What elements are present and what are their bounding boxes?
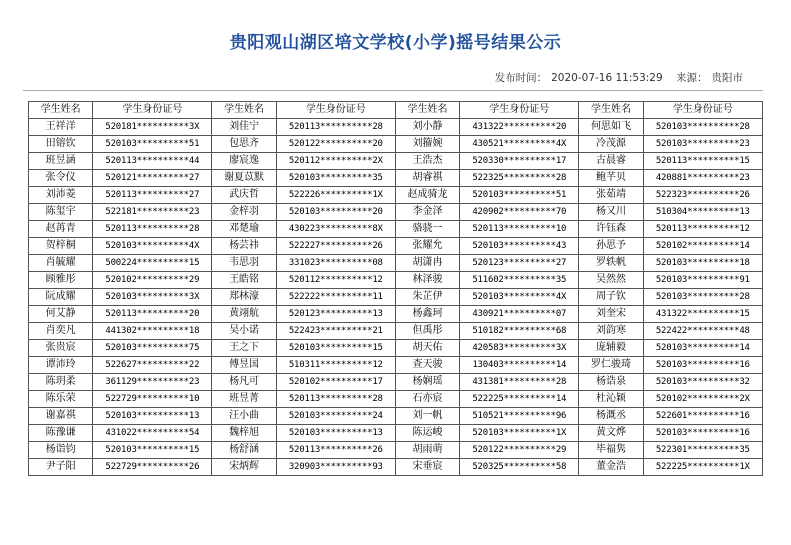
student-name-cell: 孙思予 [579, 238, 643, 255]
table-row [29, 136, 763, 153]
student-id-cell: 520102**********29 [93, 272, 212, 289]
student-id-cell: 431022**********54 [93, 425, 212, 442]
student-id-cell: 520103**********16 [643, 425, 762, 442]
student-id-cell: 522301**********35 [643, 442, 762, 459]
table-row [29, 425, 763, 442]
student-name-cell: 毕福隽 [579, 442, 643, 459]
student-name-cell: 郑林濠 [212, 289, 276, 306]
student-name-cell: 顾雅彤 [29, 272, 93, 289]
student-id-cell: 520121**********27 [93, 170, 212, 187]
student-id-cell: 510311**********12 [276, 357, 395, 374]
student-name-cell: 宋垂宸 [395, 459, 459, 476]
student-id-cell: 520113**********28 [276, 119, 395, 136]
student-id-cell: 520103**********32 [643, 374, 762, 391]
student-id-cell: 511602**********35 [460, 272, 579, 289]
student-id-cell: 520113**********44 [93, 153, 212, 170]
student-name-cell: 杨舒涵 [212, 442, 276, 459]
student-id-cell: 520103**********15 [276, 340, 395, 357]
student-name-cell: 庞辅毅 [579, 340, 643, 357]
student-name-cell: 杨又川 [579, 204, 643, 221]
header-student-name: 学生姓名 [579, 102, 643, 119]
student-id-cell: 520113**********26 [276, 442, 395, 459]
student-id-cell: 522323**********26 [643, 187, 762, 204]
student-name-cell: 胡雨萌 [395, 442, 459, 459]
student-name-cell: 陈豫谦 [29, 425, 93, 442]
table-row [29, 119, 763, 136]
student-id-cell: 441302**********18 [93, 323, 212, 340]
student-id-cell: 522222**********11 [276, 289, 395, 306]
student-name-cell: 陈乐荣 [29, 391, 93, 408]
student-name-cell: 黄翊航 [212, 306, 276, 323]
student-id-cell: 520103**********51 [460, 187, 579, 204]
student-id-cell: 520103**********15 [93, 442, 212, 459]
student-id-cell: 520103**********13 [276, 425, 395, 442]
student-name-cell: 刘一帆 [395, 408, 459, 425]
student-name-cell: 朱芷伊 [395, 289, 459, 306]
student-id-cell: 520103**********24 [276, 408, 395, 425]
student-id-cell: 522627**********22 [93, 357, 212, 374]
student-name-cell: 王皓铭 [212, 272, 276, 289]
student-id-cell: 520103**********4X [460, 289, 579, 306]
student-name-cell: 罗轶帆 [579, 255, 643, 272]
student-name-cell: 杨诰泉 [579, 374, 643, 391]
student-name-cell: 魏梓旭 [212, 425, 276, 442]
student-id-cell: 522225**********1X [643, 459, 762, 476]
student-id-cell: 522325**********28 [460, 170, 579, 187]
student-name-cell: 田镕钦 [29, 136, 93, 153]
student-id-cell: 520113**********15 [643, 153, 762, 170]
student-name-cell: 刘沛菱 [29, 187, 93, 204]
student-name-cell: 罗仁骏琦 [579, 357, 643, 374]
student-id-cell: 430521**********4X [460, 136, 579, 153]
student-name-cell: 杨芸祎 [212, 238, 276, 255]
student-id-cell: 320903**********93 [276, 459, 395, 476]
student-id-cell: 520123**********13 [276, 306, 395, 323]
student-name-cell: 谢夏苡默 [212, 170, 276, 187]
student-id-cell: 520113**********12 [643, 221, 762, 238]
student-name-cell: 李金泽 [395, 204, 459, 221]
student-name-cell: 胡天佑 [395, 340, 459, 357]
student-id-cell: 520103**********14 [643, 340, 762, 357]
student-id-cell: 510304**********13 [643, 204, 762, 221]
student-name-cell: 班昱涵 [29, 153, 93, 170]
student-name-cell: 杨凡可 [212, 374, 276, 391]
table-row [29, 374, 763, 391]
student-id-cell: 520113**********28 [276, 391, 395, 408]
header-student-name: 学生姓名 [212, 102, 276, 119]
student-id-cell: 522601**********16 [643, 408, 762, 425]
header-student-id: 学生身份证号 [460, 102, 579, 119]
header-student-id: 学生身份证号 [276, 102, 395, 119]
student-id-cell: 520122**********20 [276, 136, 395, 153]
student-id-cell: 520103**********75 [93, 340, 212, 357]
student-id-cell: 431322**********15 [643, 306, 762, 323]
student-name-cell: 杜沁颖 [579, 391, 643, 408]
student-id-cell: 522729**********26 [93, 459, 212, 476]
student-name-cell: 傅昱国 [212, 357, 276, 374]
student-name-cell: 吴小诺 [212, 323, 276, 340]
student-id-cell: 520103**********16 [643, 357, 762, 374]
published-time: 2020-07-16 11:53:29 [551, 72, 663, 84]
student-id-cell: 522422**********48 [643, 323, 762, 340]
student-name-cell: 阮成耀 [29, 289, 93, 306]
table-row [29, 459, 763, 476]
student-name-cell: 吴然然 [579, 272, 643, 289]
student-name-cell: 陈玺宇 [29, 204, 93, 221]
student-name-cell: 赵成骑龙 [395, 187, 459, 204]
student-name-cell: 廖宸逸 [212, 153, 276, 170]
student-name-cell: 肖毓耀 [29, 255, 93, 272]
table-row [29, 187, 763, 204]
student-name-cell: 刘小静 [395, 119, 459, 136]
student-name-cell: 但禹彤 [395, 323, 459, 340]
table-row [29, 204, 763, 221]
student-name-cell: 贺梓桐 [29, 238, 93, 255]
student-id-cell: 520102**********2X [643, 391, 762, 408]
table-row [29, 221, 763, 238]
header-student-name: 学生姓名 [29, 102, 93, 119]
student-id-cell: 520113**********28 [93, 221, 212, 238]
table-row [29, 289, 763, 306]
lottery-results-table [28, 101, 763, 476]
student-id-cell: 431381**********28 [460, 374, 579, 391]
student-name-cell: 黄文烨 [579, 425, 643, 442]
student-name-cell: 张耀允 [395, 238, 459, 255]
table-row [29, 238, 763, 255]
page-title: 贵阳观山湖区培文学校(小学)摇号结果公示 [229, 33, 562, 53]
student-name-cell: 武庆哲 [212, 187, 276, 204]
student-name-cell: 汪小曲 [212, 408, 276, 425]
student-name-cell: 骆骁一 [395, 221, 459, 238]
source-value[interactable]: 贵阳市 [711, 72, 743, 84]
student-name-cell: 肖奕凡 [29, 323, 93, 340]
student-name-cell: 何思如飞 [579, 119, 643, 136]
student-id-cell: 520122**********29 [460, 442, 579, 459]
student-name-cell: 赵苒青 [29, 221, 93, 238]
student-name-cell: 刘奎宋 [579, 306, 643, 323]
student-id-cell: 520112**********2X [276, 153, 395, 170]
header-student-id: 学生身份证号 [93, 102, 212, 119]
student-id-cell: 520330**********17 [460, 153, 579, 170]
student-id-cell: 510182**********68 [460, 323, 579, 340]
student-name-cell: 邓楚瑜 [212, 221, 276, 238]
student-id-cell: 520103**********35 [276, 170, 395, 187]
table-row [29, 272, 763, 289]
published-label: 发布时间： [494, 72, 548, 84]
table-header-row [29, 102, 763, 119]
table-row [29, 153, 763, 170]
table-row [29, 357, 763, 374]
student-name-cell: 许钰森 [579, 221, 643, 238]
student-name-cell: 张令仪 [29, 170, 93, 187]
student-name-cell: 冷茂源 [579, 136, 643, 153]
student-name-cell: 谭沛玲 [29, 357, 93, 374]
student-name-cell: 胡睿祺 [395, 170, 459, 187]
student-name-cell: 鲍芊贝 [579, 170, 643, 187]
student-name-cell: 韦思羽 [212, 255, 276, 272]
student-id-cell: 430223**********8X [276, 221, 395, 238]
student-id-cell: 520113**********10 [460, 221, 579, 238]
student-name-cell: 王祥洋 [29, 119, 93, 136]
student-id-cell: 520113**********27 [93, 187, 212, 204]
student-name-cell: 何艾静 [29, 306, 93, 323]
student-id-cell: 420902**********70 [460, 204, 579, 221]
student-id-cell: 500224**********15 [93, 255, 212, 272]
table-row [29, 340, 763, 357]
table-row [29, 170, 763, 187]
student-id-cell: 520103**********23 [643, 136, 762, 153]
student-name-cell: 宋炳辉 [212, 459, 276, 476]
student-name-cell: 尹子阳 [29, 459, 93, 476]
table-body [29, 119, 763, 476]
student-name-cell: 王浩杰 [395, 153, 459, 170]
student-name-cell: 刘籀婉 [395, 136, 459, 153]
student-name-cell: 谢嘉祺 [29, 408, 93, 425]
student-id-cell: 522423**********21 [276, 323, 395, 340]
table-row [29, 323, 763, 340]
table-row [29, 391, 763, 408]
student-name-cell: 班昱菁 [212, 391, 276, 408]
student-id-cell: 510521**********96 [460, 408, 579, 425]
student-name-cell: 王之下 [212, 340, 276, 357]
table-row [29, 408, 763, 425]
table-row [29, 255, 763, 272]
header-divider [23, 90, 763, 91]
student-id-cell: 520103**********91 [643, 272, 762, 289]
source-label: 来源： [676, 72, 708, 84]
student-id-cell: 520103**********3X [93, 289, 212, 306]
student-id-cell: 420583**********3X [460, 340, 579, 357]
student-name-cell: 石亦宸 [395, 391, 459, 408]
header-student-id: 学生身份证号 [643, 102, 762, 119]
student-name-cell: 杨鑫珂 [395, 306, 459, 323]
student-id-cell: 520103**********28 [643, 119, 762, 136]
student-id-cell: 520103**********20 [276, 204, 395, 221]
student-id-cell: 520181**********3X [93, 119, 212, 136]
student-name-cell: 包思齐 [212, 136, 276, 153]
student-id-cell: 430921**********07 [460, 306, 579, 323]
student-id-cell: 520103**********13 [93, 408, 212, 425]
student-name-cell: 陈运峻 [395, 425, 459, 442]
student-name-cell: 刘韵寒 [579, 323, 643, 340]
table-row [29, 306, 763, 323]
student-id-cell: 520103**********1X [460, 425, 579, 442]
student-id-cell: 520103**********18 [643, 255, 762, 272]
student-id-cell: 522226**********1X [276, 187, 395, 204]
student-name-cell: 杨溉丞 [579, 408, 643, 425]
student-name-cell: 刘佳宁 [212, 119, 276, 136]
student-id-cell: 520325**********58 [460, 459, 579, 476]
student-name-cell: 陈玥柔 [29, 374, 93, 391]
student-name-cell: 查天骏 [395, 357, 459, 374]
student-id-cell: 520112**********12 [276, 272, 395, 289]
student-id-cell: 130403**********14 [460, 357, 579, 374]
student-name-cell: 杨娴瑶 [395, 374, 459, 391]
student-id-cell: 520103**********51 [93, 136, 212, 153]
student-id-cell: 520113**********20 [93, 306, 212, 323]
student-id-cell: 520103**********4X [93, 238, 212, 255]
student-id-cell: 520103**********28 [643, 289, 762, 306]
student-name-cell: 张贵宸 [29, 340, 93, 357]
student-id-cell: 520103**********43 [460, 238, 579, 255]
publish-meta [491, 70, 743, 85]
student-id-cell: 420881**********23 [643, 170, 762, 187]
student-id-cell: 522729**********10 [93, 391, 212, 408]
student-id-cell: 520102**********17 [276, 374, 395, 391]
student-name-cell: 张茹靖 [579, 187, 643, 204]
student-id-cell: 361129**********23 [93, 374, 212, 391]
student-name-cell: 董金浩 [579, 459, 643, 476]
student-id-cell: 331023**********08 [276, 255, 395, 272]
student-id-cell: 520123**********27 [460, 255, 579, 272]
student-name-cell: 杨诣钧 [29, 442, 93, 459]
student-id-cell: 522181**********23 [93, 204, 212, 221]
header-student-name: 学生姓名 [395, 102, 459, 119]
student-id-cell: 520102**********14 [643, 238, 762, 255]
student-id-cell: 522225**********14 [460, 391, 579, 408]
student-name-cell: 周子钦 [579, 289, 643, 306]
table-row [29, 442, 763, 459]
student-name-cell: 金梓羽 [212, 204, 276, 221]
student-name-cell: 林泽骏 [395, 272, 459, 289]
student-id-cell: 522227**********26 [276, 238, 395, 255]
student-name-cell: 胡潇冉 [395, 255, 459, 272]
student-id-cell: 431322**********20 [460, 119, 579, 136]
student-name-cell: 古晨睿 [579, 153, 643, 170]
